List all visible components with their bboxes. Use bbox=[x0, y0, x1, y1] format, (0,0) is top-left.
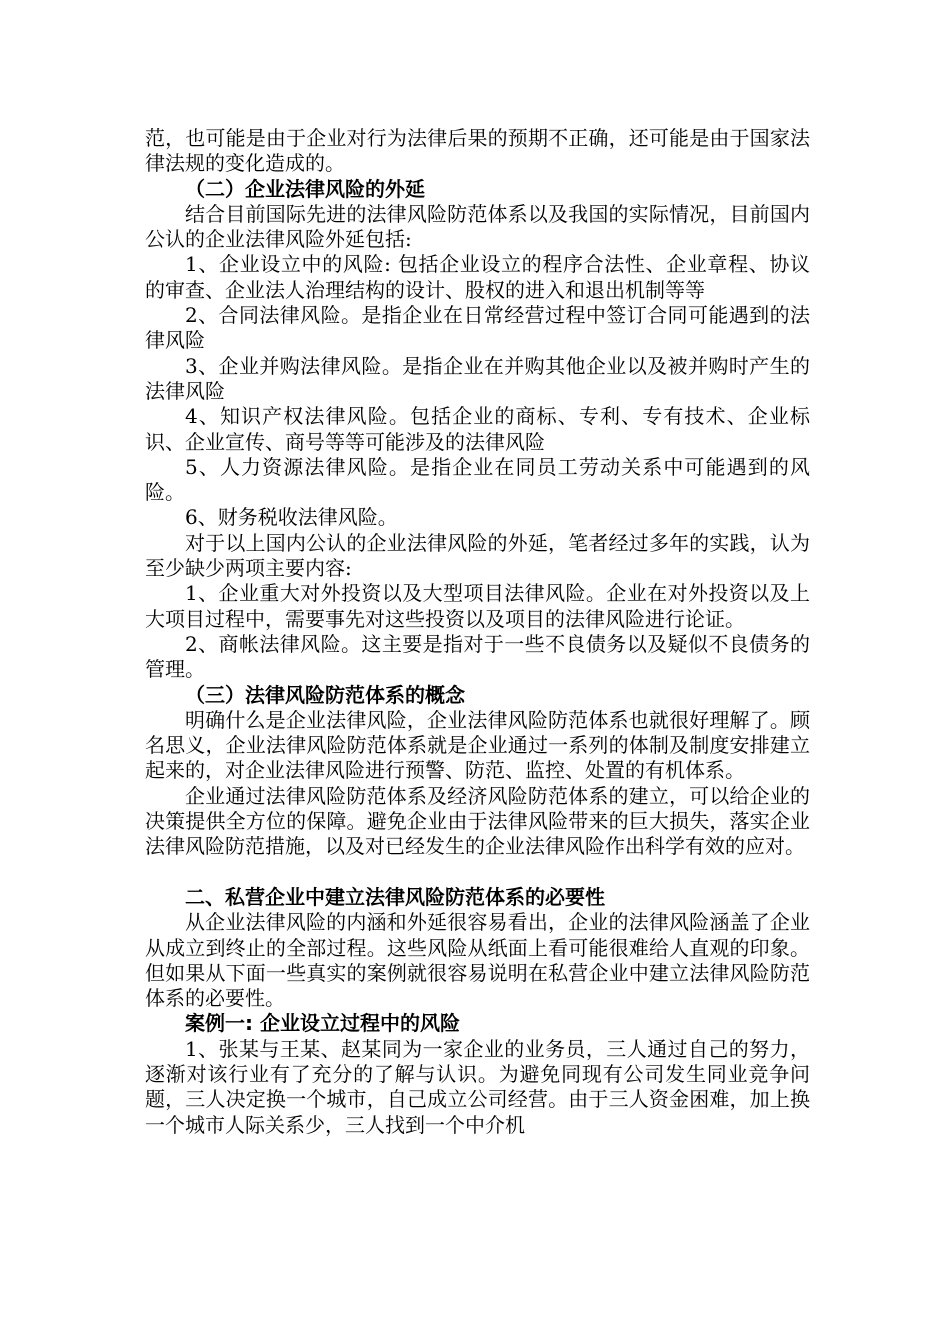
paragraph: 1、张某与王某、赵某同为一家企业的业务员，三人通过自己的努力，逐渐对该行业有了充分的了解与认识。为避免同现有公司发生同业竞争问题，三人决定换一个城市，自己成立公司经营。由于三人资金困难，加上换一个城市人际关系少，三人找到一个中介机 bbox=[145, 1036, 810, 1137]
list-item: 1、企业设立中的风险: 包括企业设立的程序合法性、企业章程、协议的审查、企业法人治理结构的设计、股权的进入和退出机制等等 bbox=[145, 252, 810, 302]
paragraph: 企业通过法律风险防范体系及经济风险防范体系的建立，可以给企业的决策提供全方位的保障。避免企业由于法律风险带来的巨大损失，落实企业法律风险防范措施，以及对已经发生的企业法律风险作出科学有效的应对。 bbox=[145, 783, 810, 859]
list-item: 2、合同法律风险。是指企业在日常经营过程中签订合同可能遇到的法律风险 bbox=[145, 303, 810, 353]
subsection-heading: （三）法律风险防范体系的概念 bbox=[185, 682, 465, 707]
list-item: 3、企业并购法律风险。是指企业在并购其他企业以及被并购时产生的法律风险 bbox=[145, 353, 810, 403]
paragraph: 范，也可能是由于企业对行为法律后果的预期不正确，还可能是由于国家法律法规的变化造成的。 bbox=[145, 126, 810, 176]
paragraph: 结合目前国际先进的法律风险防范体系以及我国的实际情况，目前国内公认的企业法律风险外延包括: bbox=[145, 201, 810, 252]
list-item: 5、人力资源法律风险。是指企业在同员工劳动关系中可能遇到的风险。 bbox=[145, 454, 810, 505]
list-item: 4、知识产权法律风险。包括企业的商标、专利、专有技术、企业标识、企业宣传、商号等等可能涉及的法律风险 bbox=[145, 404, 810, 454]
paragraph: 对于以上国内公认的企业法律风险的外延，笔者经过多年的实践，认为至少缺少两项主要内容: bbox=[145, 530, 810, 581]
blank-line bbox=[145, 860, 810, 885]
list-item: 2、商帐法律风险。这主要是指对于一些不良债务以及疑似不良债务的管理。 bbox=[145, 631, 810, 682]
subsection-heading: （二）企业法律风险的外延 bbox=[185, 176, 425, 201]
paragraph: 从企业法律风险的内涵和外延很容易看出，企业的法律风险涵盖了企业从成立到终止的全部过程。这些风险从纸面上看可能很难给人直观的印象。但如果从下面一些真实的案例就很容易说明在私营企业中建立法律风险防范体系的必要性。 bbox=[145, 910, 810, 1011]
section-heading: 二、私营企业中建立法律风险防范体系的必要性 bbox=[185, 884, 605, 909]
list-item: 1、企业重大对外投资以及大型项目法律风险。企业在对外投资以及上大项目过程中，需要事先对这些投资以及项目的法律风险进行论证。 bbox=[145, 581, 810, 631]
case-heading: 案例一: 企业设立过程中的风险 bbox=[185, 1011, 460, 1036]
list-item: 6、财务税收法律风险。 bbox=[185, 505, 398, 530]
paragraph: 明确什么是企业法律风险，企业法律风险防范体系也就很好理解了。顾名思义，企业法律风险防范体系就是企业通过一系列的体制及制度安排建立起来的，对企业法律风险进行预警、防范、监控、处置的有机体系。 bbox=[145, 707, 810, 783]
document-body bbox=[145, 126, 810, 1138]
